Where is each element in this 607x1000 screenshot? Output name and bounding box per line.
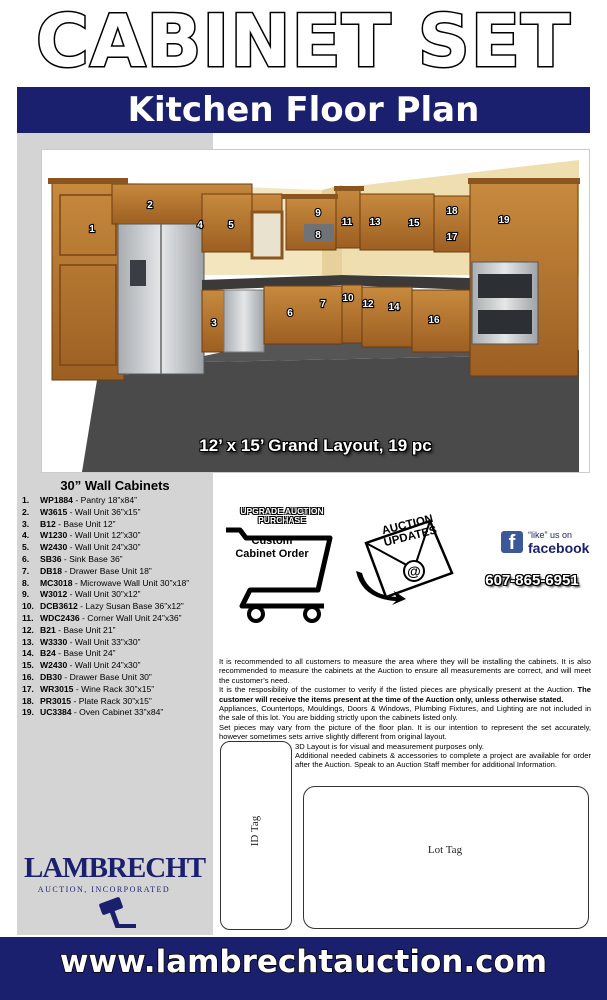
note-3d-layout: 3D Layout is for visual and measurement purposes only. bbox=[295, 741, 484, 751]
item-description: - Wall Unit 33”x30” bbox=[67, 636, 141, 647]
auction-updates-label: AUCTION UPDATES bbox=[380, 513, 439, 550]
cabinet-list-item bbox=[22, 696, 222, 708]
item-code: W2430 bbox=[40, 660, 68, 671]
cabinet-marker-7: 7 bbox=[320, 299, 326, 310]
cabinet-marker-4: 4 bbox=[197, 220, 203, 231]
cabinet-list-item bbox=[22, 625, 222, 637]
item-description: - Microwave Wall Unit 30”x18” bbox=[72, 577, 190, 588]
facebook-f-icon[interactable]: f bbox=[501, 531, 523, 553]
cabinet-list-title: 30” Wall Cabinets bbox=[60, 478, 170, 493]
lot-tag-label: Lot Tag bbox=[427, 844, 463, 856]
cabinet-list bbox=[22, 495, 222, 719]
item-number: 5. bbox=[22, 542, 30, 553]
item-description: - Lazy Susan Base 36”x12” bbox=[77, 601, 184, 612]
item-code: DB30 bbox=[40, 671, 62, 682]
cabinet-list-item bbox=[22, 507, 222, 519]
cabinet-marker-16: 16 bbox=[428, 315, 440, 326]
item-description: - Drawer Base Unit 30” bbox=[61, 671, 152, 682]
cabinet-list-item bbox=[22, 637, 222, 649]
layout-caption: 12’ x 15’ Grand Layout, 19 pc bbox=[199, 436, 432, 455]
facebook-like-text: “like” us on bbox=[528, 530, 573, 540]
upgrade-purchase-heading: UPGRADE AUCTION PURCHASE bbox=[240, 506, 324, 525]
website-url[interactable]: www.lambrechtauction.com bbox=[59, 944, 548, 980]
item-description: - Base Unit 24” bbox=[55, 648, 116, 659]
cabinet-marker-9: 9 bbox=[315, 208, 321, 219]
lot-tag-box bbox=[303, 786, 589, 929]
item-number: 13. bbox=[22, 636, 34, 647]
note-additional: Additional needed cabinets & accessories to complete a project are available for order after the Auction. Speak to an Auction Staff member for additional Information. bbox=[295, 751, 591, 770]
item-description: - Base Unit 21” bbox=[55, 624, 116, 635]
cabinet-marker-6: 6 bbox=[287, 308, 293, 319]
logo-name: LAMBRECHT bbox=[24, 852, 206, 884]
cabinet-list-item bbox=[22, 684, 222, 696]
item-number: 14. bbox=[22, 648, 34, 659]
cabinet-list-item bbox=[22, 660, 222, 672]
item-code: W3012 bbox=[40, 589, 68, 600]
item-description: - Wall Unit 36”x15” bbox=[67, 506, 141, 517]
item-number: 8. bbox=[22, 577, 30, 588]
item-code: B24 bbox=[40, 648, 56, 659]
subtitle-banner: Kitchen Floor Plan bbox=[17, 87, 590, 133]
cabinet-marker-11: 11 bbox=[341, 217, 353, 228]
item-code: PR3015 bbox=[40, 695, 72, 706]
item-code: B21 bbox=[40, 624, 56, 635]
item-number: 18. bbox=[22, 695, 34, 706]
cabinet-list-item bbox=[22, 578, 222, 590]
cabinet-list-item bbox=[22, 672, 222, 684]
logo-subtitle: AUCTION, INCORPORATED bbox=[37, 885, 171, 894]
item-number: 7. bbox=[22, 565, 30, 576]
item-code: WDC2436 bbox=[40, 612, 80, 623]
cabinet-list-item bbox=[22, 707, 222, 719]
item-code: W3330 bbox=[40, 636, 68, 647]
item-number: 15. bbox=[22, 660, 34, 671]
item-code: WR3015 bbox=[40, 683, 74, 694]
item-code: W3615 bbox=[40, 506, 68, 517]
cabinet-list-item bbox=[22, 554, 222, 566]
cabinet-marker-8: 8 bbox=[315, 230, 321, 241]
cabinet-list-item bbox=[22, 566, 222, 578]
cabinet-list-item bbox=[22, 613, 222, 625]
item-description: - Wall Unit 12”x30” bbox=[67, 530, 141, 541]
floor-plan-render bbox=[42, 150, 589, 472]
cabinet-marker-12: 12 bbox=[362, 299, 374, 310]
item-number: 2. bbox=[22, 506, 30, 517]
cabinet-marker-2: 2 bbox=[147, 200, 153, 211]
item-description: - Wall Unit 30”x12” bbox=[67, 589, 141, 600]
cabinet-marker-14: 14 bbox=[388, 302, 400, 313]
item-description: - Corner Wall Unit 24”x36” bbox=[79, 612, 182, 623]
phone-number: 607-865-6951 bbox=[485, 572, 579, 589]
cabinet-list-item bbox=[22, 601, 222, 613]
cabinet-marker-15: 15 bbox=[408, 218, 420, 229]
note-exclusions: Appliances, Countertops, Mouldings, Doors & Windows, Plumbing Fixtures, and Lighting are not included in the sale of this lot. You are bidding strictly upon the cabinets listed only. bbox=[219, 704, 591, 723]
cabinet-marker-10: 10 bbox=[342, 293, 354, 304]
item-code: W1230 bbox=[40, 530, 68, 541]
cabinet-marker-18: 18 bbox=[446, 206, 458, 217]
note-measure: It is recommended to all customers to measure the area where they will be installing the cabinets. It is also recommended to measure the cabinets at the Auction to ensure all measurements are correct, and will meet the customer’s need. bbox=[219, 657, 591, 685]
item-description: - Sink Base 36” bbox=[61, 553, 123, 564]
id-tag-label: ID Tag bbox=[249, 815, 261, 847]
item-description: - Wall Unit 24”x30” bbox=[67, 542, 141, 553]
item-number: 9. bbox=[22, 589, 30, 600]
item-code: WP1884 bbox=[40, 495, 73, 505]
cabinet-list-item bbox=[22, 589, 222, 601]
item-description: - Pantry 18”x84” bbox=[72, 495, 137, 505]
item-description: - Base Unit 12” bbox=[55, 518, 116, 529]
item-number: 17. bbox=[22, 683, 34, 694]
gavel-icon bbox=[96, 896, 138, 930]
note-verify: It is the resposibility of the customer to verify if the listed pieces are physically present at the Auction. The customer will receive the items present at the time of the Auction only, unless otherwise stated. bbox=[219, 685, 591, 704]
cabinet-marker-19: 19 bbox=[498, 215, 510, 226]
cabinet-marker-13: 13 bbox=[369, 217, 381, 228]
cabinet-list-item bbox=[22, 530, 222, 542]
custom-order-text: Custom Cabinet Order bbox=[235, 535, 309, 560]
cabinet-list-item bbox=[22, 648, 222, 660]
item-description: - Plate Rack 30”x15” bbox=[71, 695, 152, 706]
item-number: 12. bbox=[22, 624, 34, 635]
item-number: 1. bbox=[22, 495, 30, 505]
item-code: B12 bbox=[40, 518, 56, 529]
cabinet-marker-3: 3 bbox=[211, 318, 217, 329]
item-code: SB36 bbox=[40, 553, 62, 564]
item-description: - Wall Unit 24”x30” bbox=[67, 660, 141, 671]
item-code: W2430 bbox=[40, 542, 68, 553]
item-number: 4. bbox=[22, 530, 30, 541]
item-description: - Drawer Base Unit 18” bbox=[61, 565, 152, 576]
item-number: 11. bbox=[22, 612, 34, 623]
cabinet-marker-5: 5 bbox=[228, 220, 234, 231]
item-code: DCB3612 bbox=[40, 601, 78, 612]
kitchen-3d-image bbox=[42, 150, 589, 472]
facebook-link[interactable]: facebook bbox=[528, 540, 590, 556]
item-description: - Oven Cabinet 33”x84” bbox=[71, 707, 164, 718]
page-title: CABINET SET bbox=[35, 0, 571, 83]
svg-text:@: @ bbox=[407, 563, 421, 579]
item-number: 10. bbox=[22, 601, 34, 612]
item-code: MC3018 bbox=[40, 577, 73, 588]
note-variance: Set pieces may vary from the picture of the floor plan. It is our intention to represent the set accurately, however sometimes sets arrive slightly different from original layout. bbox=[219, 722, 591, 742]
cabinet-list-item bbox=[22, 495, 222, 507]
item-number: 6. bbox=[22, 553, 30, 564]
item-description: - Wine Rack 30”x15” bbox=[73, 683, 155, 694]
note-verify-bold: The customer will receive the items present at the time of the Auction only, unless otherwise stated. bbox=[219, 685, 591, 704]
item-number: 16. bbox=[22, 671, 34, 682]
cabinet-list-item bbox=[22, 542, 222, 554]
cabinet-marker-17: 17 bbox=[446, 232, 458, 243]
item-code: DB18 bbox=[40, 565, 62, 576]
item-number: 19. bbox=[22, 707, 34, 718]
item-code: UC3384 bbox=[40, 707, 72, 718]
item-number: 3. bbox=[22, 518, 30, 529]
cabinet-marker-1: 1 bbox=[89, 224, 95, 235]
cabinet-list-item bbox=[22, 519, 222, 531]
